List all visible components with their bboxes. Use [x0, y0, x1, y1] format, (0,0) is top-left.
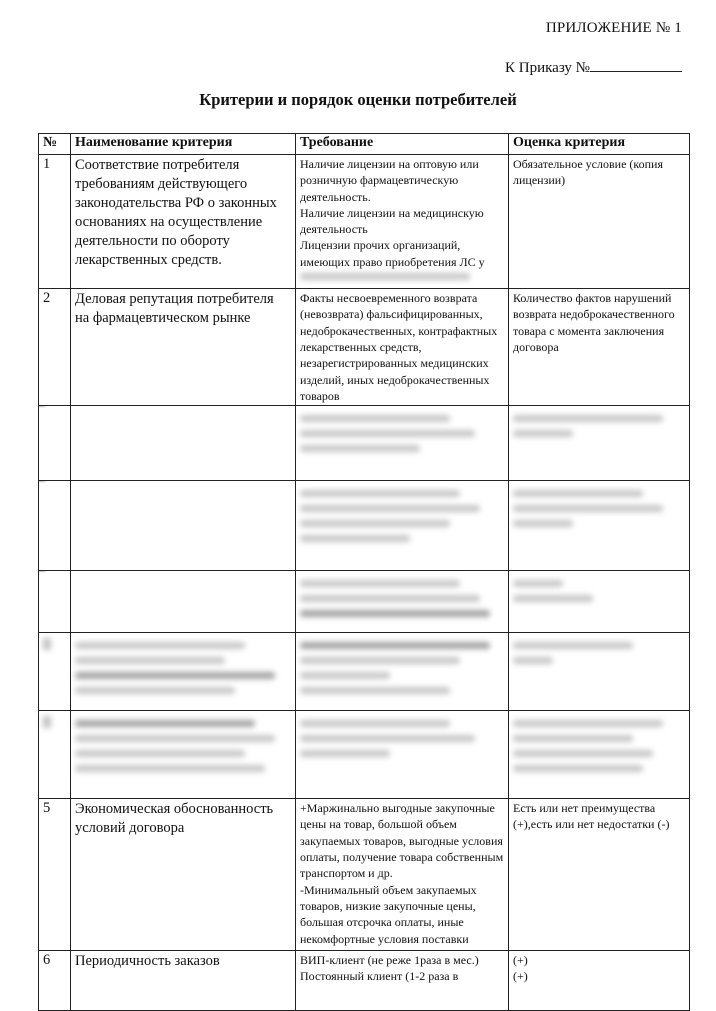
redacted-text: [300, 273, 470, 280]
criterion-requirement: [296, 289, 509, 406]
criterion-evaluation: [509, 289, 690, 406]
column-header-evaluation: Оценка критерия: [509, 134, 690, 155]
evaluation-line: (+): [513, 953, 528, 968]
redacted-cell: [509, 481, 690, 571]
criterion-name: Деловая репутация потребителя на фармацевтическом рынке: [71, 289, 296, 406]
table-row-redacted: [39, 481, 690, 571]
table-row-redacted: [39, 633, 690, 711]
criterion-evaluation: [509, 799, 690, 951]
criterion-evaluation: [509, 155, 690, 289]
redacted-cell: [39, 481, 71, 571]
requirement-line: Постоянный клиент (1-2 раза в: [300, 969, 459, 984]
row-number: 5: [39, 799, 71, 951]
table-row: [39, 799, 690, 951]
table-row: [39, 951, 690, 1011]
redacted-cell: [39, 406, 71, 481]
table-header-row: [39, 134, 690, 155]
requirement-line: Наличие лицензии на оптовую или розничную фармацевтическую деятельность.: [300, 157, 479, 204]
column-header-name: Наименование критерия: [71, 134, 296, 155]
evaluation-line: Количество фактов нарушений возврата недоброкачественного товара с момента заключения договора: [513, 291, 675, 354]
redacted-cell: [39, 633, 71, 711]
redacted-cell: [296, 711, 509, 799]
redacted-cell: [71, 406, 296, 481]
requirement-line: Факты несвоевременного возврата (невозврата) фальсифицированных, недоброкачественных, контрафактных лекарственных средств, незарегистрированных медицинских изделий, иных недоброкачественных товаров: [300, 291, 498, 403]
redacted-cell: [71, 711, 296, 799]
requirement-line: -Минимальный объем закупаемых товаров, низкие закупочные цены, большая отсрочка оплаты, иные некомфортные условия поставки: [300, 882, 477, 946]
table-row-redacted: [39, 711, 690, 799]
redacted-cell: [509, 406, 690, 481]
redacted-cell: [71, 633, 296, 711]
criterion-name: Экономическая обоснованность условий договора: [71, 799, 296, 951]
row-number: 2: [39, 289, 71, 406]
criterion-evaluation: [509, 951, 690, 1011]
redacted-cell: [39, 711, 71, 799]
order-reference: [505, 57, 682, 77]
redacted-cell: [71, 571, 296, 633]
criterion-requirement: [296, 155, 509, 289]
requirement-line: Лицензии прочих организаций, имеющих право приобретения ЛС у: [300, 238, 485, 269]
order-prefix: К Приказу №: [504, 60, 590, 76]
requirement-line: Наличие лицензии на медицинскую деятельность: [300, 205, 484, 237]
evaluation-line: Есть или нет преимущества (+),есть или нет недостатки (-): [513, 801, 670, 832]
document-title: Критерии и порядок оценки потребителей: [199, 90, 517, 109]
redacted-cell: [296, 633, 509, 711]
criterion-requirement: [296, 799, 509, 951]
redacted-cell: [296, 406, 509, 481]
table-row: [39, 289, 690, 406]
order-number-blank: [590, 57, 682, 72]
redacted-cell: [509, 633, 690, 711]
row-number: 6: [39, 951, 71, 1011]
column-header-requirement: Требование: [296, 134, 509, 155]
table-row: [39, 155, 690, 289]
redacted-cell: [509, 571, 690, 633]
redacted-cell: [71, 481, 296, 571]
criterion-requirement: [296, 951, 509, 1011]
table-row-redacted: [39, 571, 690, 633]
appendix-label: ПРИЛОЖЕНИЕ № 1: [545, 20, 682, 36]
criterion-name: Соответствие потребителя требованиям действующего законодательства РФ о законных основаниях на осуществление деятельности по обороту лекарственных средств.: [71, 155, 296, 289]
row-number: 1: [39, 155, 71, 289]
evaluation-line: Обязательное условие (копия лицензии): [513, 157, 663, 188]
criteria-table: [38, 133, 690, 1011]
requirement-line: ВИП-клиент (не реже 1раза в мес.): [300, 953, 479, 968]
redacted-cell: [296, 481, 509, 571]
table-row-redacted: [39, 406, 690, 481]
criterion-name: Периодичность заказов: [71, 951, 296, 1011]
evaluation-line: (+): [513, 969, 528, 984]
redacted-cell: [509, 711, 690, 799]
redacted-cell: [296, 571, 509, 633]
redacted-cell: [39, 571, 71, 633]
column-header-number: №: [39, 134, 71, 155]
requirement-line: +Маржинально выгодные закупочные цены на товар, большой объем закупаемых товаров, выгодные условия оплаты, получение товара собственным транспортом и др.: [300, 801, 504, 881]
